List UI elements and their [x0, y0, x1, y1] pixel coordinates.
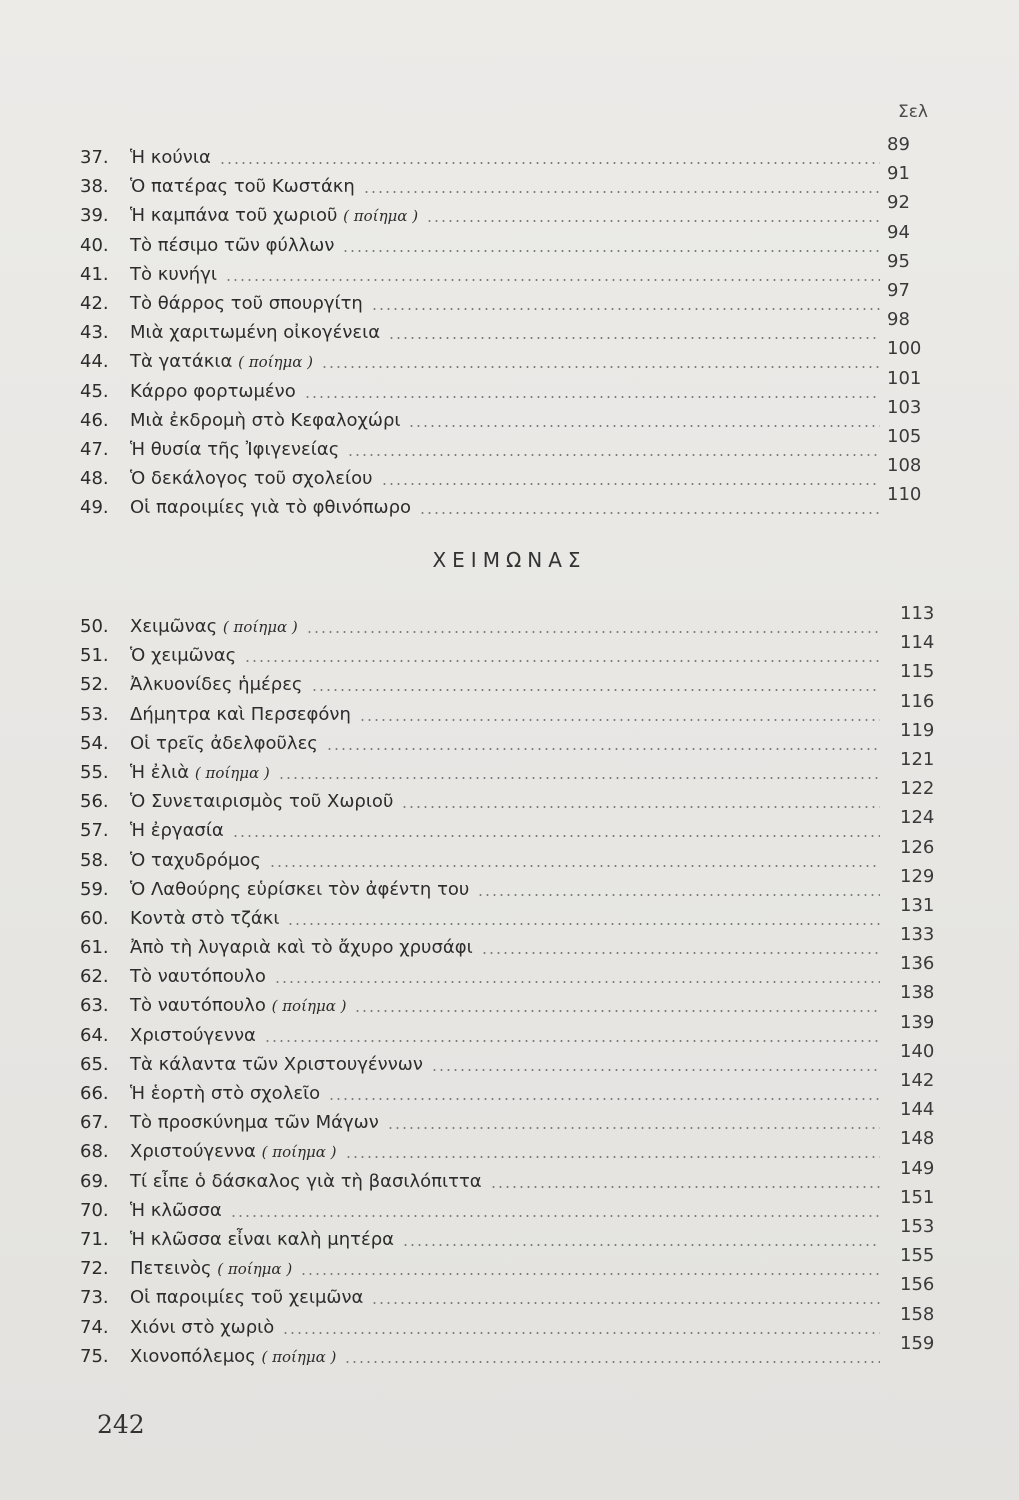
toc-entry [80, 455, 940, 493]
toc-entry-number: 38. [80, 176, 109, 198]
toc-entry-page: 100 [887, 338, 922, 360]
toc-entry-number: 45. [80, 380, 109, 402]
toc-entry-number: 51. [80, 645, 109, 667]
toc-entry-text [80, 143, 211, 172]
toc-entry-title: Οἱ παροιμίες τοῦ χειμῶνα [130, 1287, 364, 1309]
toc-entry [80, 632, 940, 670]
toc-entry-number: 39. [80, 205, 109, 227]
toc-entry-number: 44. [80, 351, 109, 373]
toc-entry-title: Ὁ Λαθούρης εὑρίσκει τὸν ἀφέντη του [130, 878, 470, 900]
toc-entry-note: ( ποίημα ) [217, 1260, 293, 1279]
dot-leader [244, 660, 880, 662]
toc-entry-page: 124 [900, 807, 935, 829]
toc-entry-note: ( ποίημα ) [261, 1347, 337, 1366]
toc-entry [80, 1070, 940, 1108]
toc-entry-page: 138 [900, 982, 935, 1004]
toc-entry-page: 159 [900, 1332, 935, 1354]
dot-leader [274, 981, 880, 983]
dot-leader [278, 777, 880, 779]
toc-entry-title: Οἱ παροιμίες γιὰ τὸ φθινόπωρο [130, 497, 412, 519]
toc-entry [80, 192, 940, 230]
toc-entry-number: 47. [80, 438, 109, 460]
dot-leader [282, 1332, 880, 1334]
toc-entry [80, 1040, 940, 1079]
toc-entry-title: Χριστούγεννα [130, 1024, 256, 1046]
toc-entry [80, 836, 940, 875]
toc-entry-title: Ἡ κλῶσσα [130, 1199, 222, 1221]
dot-leader [408, 425, 880, 427]
toc-entry-title: Χειμῶνας [130, 616, 218, 637]
toc-entry-text [80, 172, 355, 201]
dot-leader [230, 1215, 880, 1217]
dot-leader [219, 162, 880, 164]
toc-entry-page: 142 [900, 1070, 935, 1091]
toc-entry-text [80, 904, 279, 933]
toc-entry-page: 91 [887, 163, 910, 185]
toc-entry-title: Τὸ κυνήγι [130, 263, 217, 285]
dot-leader [354, 1010, 880, 1012]
dot-leader [426, 220, 880, 222]
dot-leader [344, 1361, 880, 1363]
toc-entry-text [80, 612, 298, 642]
dot-leader [345, 1156, 880, 1158]
toc-entry [80, 1157, 940, 1196]
toc-entry-page: 121 [900, 748, 935, 770]
toc-entry-page: 116 [900, 690, 935, 712]
toc-entry [80, 1128, 940, 1166]
toc-entry-number: 60. [80, 907, 109, 929]
toc-entry-page: 94 [887, 221, 910, 243]
toc-entry-number: 62. [80, 966, 109, 988]
dot-leader [402, 1244, 880, 1246]
toc-entry [80, 1099, 940, 1137]
toc-entry-title: Χριστούγεννα [130, 1141, 256, 1163]
toc-entry-title: Ἡ θυσία τῆς Ἰφιγενείας [130, 438, 340, 460]
toc-entry-title: Μιὰ χαριτωμένη οἰκογένεια [130, 322, 381, 344]
toc-entry [80, 134, 940, 172]
toc-entry-number: 43. [80, 322, 109, 344]
toc-entry-page: 126 [900, 836, 935, 858]
toc-entry-text [80, 729, 318, 758]
toc-entry-text [80, 201, 418, 231]
toc-entry-text [80, 670, 303, 699]
toc-entry [80, 807, 940, 845]
dot-leader [481, 952, 880, 954]
toc-entry-text [80, 231, 334, 260]
toc-entry [80, 1011, 940, 1050]
dot-leader [306, 631, 880, 633]
dot-leader [326, 748, 880, 750]
toc-entry-title: Μιὰ ἐκδρομὴ στὸ Κεφαλοχώρι [130, 409, 401, 431]
toc-entry [80, 1274, 940, 1312]
toc-entry-text [80, 1079, 320, 1108]
toc-entry-text [80, 962, 266, 991]
dot-leader [477, 894, 880, 896]
dot-leader [342, 250, 880, 252]
toc-entry-title: Χιόνι στὸ χωριὸ [130, 1316, 275, 1338]
toc-entry-text [80, 1108, 379, 1137]
toc-entry-page: 129 [900, 865, 935, 887]
toc-entry-page: 110 [887, 484, 922, 506]
toc-entry-text [80, 787, 393, 816]
toc-entry-number: 64. [80, 1024, 109, 1046]
toc-entry-text [80, 1342, 336, 1372]
toc-entry-title: Ἡ ἐλιὰ [130, 761, 190, 783]
toc-entry-text [80, 1313, 274, 1342]
toc-entry-text [80, 493, 411, 522]
toc-entry-text [80, 1050, 423, 1079]
toc-entry-number: 69. [80, 1170, 109, 1192]
toc-entry-title: Τὰ γατάκια [130, 351, 233, 373]
toc-entry [80, 338, 940, 376]
toc-entry [80, 396, 940, 435]
toc-entry [80, 279, 940, 318]
toc-entry-number: 46. [80, 409, 109, 431]
toc-entry-title: Κοντὰ στὸ τζάκι [130, 907, 280, 929]
dot-leader [371, 1302, 880, 1304]
dot-leader [363, 191, 880, 193]
toc-entry-page: 153 [900, 1215, 935, 1237]
toc-section-autumn [80, 134, 940, 522]
toc-entry-title: Τὸ ναυτόπουλο [130, 966, 266, 988]
toc-entry-page: 103 [887, 396, 922, 418]
toc-entry-text [80, 758, 270, 788]
toc-entry [80, 1303, 940, 1342]
toc-entry-page: 101 [887, 367, 922, 389]
toc-entry-number: 75. [80, 1345, 109, 1367]
toc-entry-number: 74. [80, 1316, 109, 1338]
toc-entry-text [80, 435, 339, 464]
toc-entry [80, 425, 940, 464]
toc-entry-text [80, 816, 224, 845]
toc-entry-text [80, 991, 346, 1021]
section-title-winter: ΧΕΙΜΩΝΑΣ [432, 548, 587, 572]
toc-entry-number: 57. [80, 820, 109, 842]
dot-leader [232, 835, 880, 837]
toc-entry [80, 778, 940, 816]
dot-leader [269, 865, 880, 867]
toc-entry-text [80, 377, 296, 406]
toc-entry-note: ( ποίημα ) [261, 1143, 337, 1162]
toc-entry-text [80, 1137, 337, 1167]
toc-entry-title: Οἱ τρεῖς ἀδελφοῦλες [130, 732, 318, 754]
toc-entry-number: 63. [80, 995, 109, 1017]
dot-leader [381, 483, 880, 485]
toc-entry-number: 61. [80, 937, 109, 959]
toc-entry-page: 139 [900, 1011, 935, 1033]
toc-entry-title: Κάρρο φορτωμένο [130, 380, 296, 402]
toc-entry-text [80, 347, 313, 377]
toc-entry-text [80, 1196, 222, 1225]
toc-entry-page: 115 [900, 661, 935, 683]
toc-entry-page: 136 [900, 953, 935, 975]
toc-entry-title: Τὸ πέσιμο τῶν φύλλων [130, 234, 335, 256]
toc-entry-page: 114 [900, 632, 935, 654]
toc-entry-text [80, 1254, 292, 1284]
toc-entry [80, 163, 940, 201]
toc-entry-number: 37. [80, 147, 109, 168]
toc-entry-page: 140 [900, 1040, 935, 1062]
toc-entry-page: 97 [887, 279, 910, 301]
toc-entry-number: 70. [80, 1199, 109, 1221]
toc-entry-title: Ὁ πατέρας τοῦ Κωστάκη [130, 176, 355, 198]
toc-entry-title: Τὸ θάρρος τοῦ σπουργίτη [130, 292, 363, 314]
toc-entry-text [80, 464, 373, 493]
toc-entry [80, 690, 940, 729]
toc-entry-title: Τὰ κάλαντα τῶν Χριστουγέννων [130, 1053, 423, 1075]
toc-entry-title: Ὁ δεκάλογος τοῦ σχολείου [130, 468, 373, 490]
dot-leader [347, 454, 880, 456]
toc-entry-number: 65. [80, 1053, 109, 1075]
dot-leader [321, 366, 880, 368]
toc-entry-number: 59. [80, 878, 109, 900]
toc-entry-text [80, 260, 217, 289]
toc-entry-page: 105 [887, 425, 922, 447]
toc-entry [80, 1215, 940, 1254]
toc-entry [80, 1332, 940, 1371]
toc-entry-number: 71. [80, 1228, 109, 1250]
toc-entry-text [80, 1167, 482, 1196]
toc-entry-title: Ὁ ταχυδρόμος [130, 849, 261, 871]
toc-entry [80, 894, 940, 933]
toc-entry-note: ( ποίημα ) [271, 997, 347, 1016]
toc-entry-text [80, 1021, 256, 1050]
toc-entry-page: 89 [887, 134, 910, 155]
toc-entry-page: 149 [900, 1157, 935, 1179]
toc-entry-number: 42. [80, 292, 109, 314]
toc-entry-text [80, 318, 380, 347]
toc-entry-page: 113 [900, 603, 935, 624]
page-column-header: Σελ [898, 102, 928, 122]
toc-entry-text [80, 933, 473, 962]
toc-entry-text [80, 1283, 363, 1312]
dot-leader [387, 1127, 880, 1129]
toc-entry-title: Χιονοπόλεμος [130, 1345, 256, 1367]
toc-entry-page: 144 [900, 1099, 935, 1121]
toc-entry [80, 953, 940, 991]
toc-entry-title: Ἀλκυονίδες ἡμέρες [130, 674, 303, 696]
toc-entry-page: 131 [900, 894, 935, 916]
toc-entry [80, 250, 940, 289]
toc-entry [80, 924, 940, 962]
toc-entry-text [80, 1225, 394, 1254]
toc-entry-text [80, 875, 469, 904]
toc-entry-number: 68. [80, 1141, 109, 1163]
toc-entry-text [80, 289, 363, 318]
toc-entry-title: Τὸ ναυτόπουλο [130, 995, 266, 1017]
toc-entry [80, 221, 940, 260]
toc-entry [80, 1245, 940, 1283]
dot-leader [371, 308, 880, 310]
dot-leader [419, 512, 880, 514]
toc-entry-note: ( ποίημα ) [343, 207, 419, 226]
toc-entry-number: 48. [80, 468, 109, 490]
toc-entry-page: 92 [887, 192, 910, 214]
toc-entry-title: Τί εἶπε ὁ δάσκαλος γιὰ τὴ βασιλόπιττα [130, 1170, 482, 1192]
toc-entry [80, 661, 940, 699]
toc-entry-number: 49. [80, 497, 109, 519]
toc-entry-title: Ἡ ἐργασία [130, 820, 224, 842]
toc-entry-title: Ἡ κούνια [130, 147, 211, 168]
toc-entry [80, 603, 940, 641]
toc-entry-note: ( ποίημα ) [194, 763, 270, 782]
toc-entry [80, 748, 940, 787]
toc-entry-page: 98 [887, 309, 910, 331]
toc-entry-page: 151 [900, 1186, 935, 1208]
dot-leader [311, 689, 880, 691]
toc-entry-title: Ὁ Συνεταιρισμὸς τοῦ Χωριοῦ [130, 791, 394, 813]
toc-entry-title: Ἡ κλῶσσα εἶναι καλὴ μητέρα [130, 1228, 395, 1250]
dot-leader [490, 1186, 880, 1188]
toc-entry-page: 122 [900, 778, 935, 800]
toc-entry-number: 56. [80, 791, 109, 813]
toc-entry-text [80, 406, 400, 435]
toc-entry-note: ( ποίημα ) [222, 618, 298, 636]
toc-section-winter [80, 603, 940, 1371]
toc-entry-title: Ἀπὸ τὴ λυγαριὰ καὶ τὸ ἄχυρο χρυσάφι [130, 937, 473, 959]
toc-entry-page: 119 [900, 719, 935, 741]
toc-entry-page: 133 [900, 924, 935, 946]
toc-entry-page: 156 [900, 1274, 935, 1296]
toc-entry [80, 1186, 940, 1225]
toc-entry-number: 50. [80, 616, 109, 637]
toc-entry-number: 54. [80, 732, 109, 754]
toc-entry [80, 367, 940, 406]
toc-entry-number: 41. [80, 263, 109, 285]
toc-entry-page: 148 [900, 1128, 935, 1150]
toc-entry-number: 52. [80, 674, 109, 696]
dot-leader [264, 1040, 880, 1042]
toc-entry-page: 158 [900, 1303, 935, 1325]
toc-entry-title: Ἡ ἑορτὴ στὸ σχολεῖο [130, 1083, 321, 1104]
toc-entry-number: 53. [80, 703, 109, 725]
toc-entry [80, 309, 940, 347]
toc-entry-number: 55. [80, 761, 109, 783]
toc-entry-text [80, 641, 236, 670]
toc-entry-page: 155 [900, 1245, 935, 1267]
dot-leader [287, 923, 880, 925]
dot-leader [328, 1098, 880, 1100]
toc-entry-note: ( ποίημα ) [238, 353, 313, 372]
page-number: 242 [97, 1410, 145, 1439]
toc-entry-number: 40. [80, 234, 109, 256]
toc-entry [80, 865, 940, 904]
toc-entry-page: 95 [887, 250, 910, 272]
toc-entry-text [80, 846, 261, 875]
dot-leader [388, 337, 880, 339]
dot-leader [401, 806, 880, 808]
dot-leader [300, 1273, 880, 1275]
toc-entry-title: Πετεινὸς [130, 1258, 212, 1280]
toc-entry [80, 982, 940, 1020]
dot-leader [225, 279, 880, 281]
toc-entry-number: 67. [80, 1112, 109, 1134]
toc-entry-title: Δήμητρα καὶ Περσεφόνη [130, 703, 351, 725]
toc-entry [80, 484, 940, 522]
toc-entry [80, 719, 940, 758]
toc-entry-title: Ἡ καμπάνα τοῦ χωριοῦ [130, 205, 338, 227]
toc-entry-page: 108 [887, 455, 922, 477]
toc-entry-number: 66. [80, 1083, 109, 1104]
dot-leader [304, 396, 880, 398]
toc-entry-number: 58. [80, 849, 109, 871]
toc-entry-title: Τὸ προσκύνημα τῶν Μάγων [130, 1112, 379, 1134]
dot-leader [431, 1069, 880, 1071]
toc-entry-text [80, 700, 351, 729]
toc-entry-number: 72. [80, 1258, 109, 1280]
dot-leader [359, 719, 880, 721]
toc-entry-number: 73. [80, 1287, 109, 1309]
toc-entry-title: Ὁ χειμῶνας [130, 645, 237, 667]
